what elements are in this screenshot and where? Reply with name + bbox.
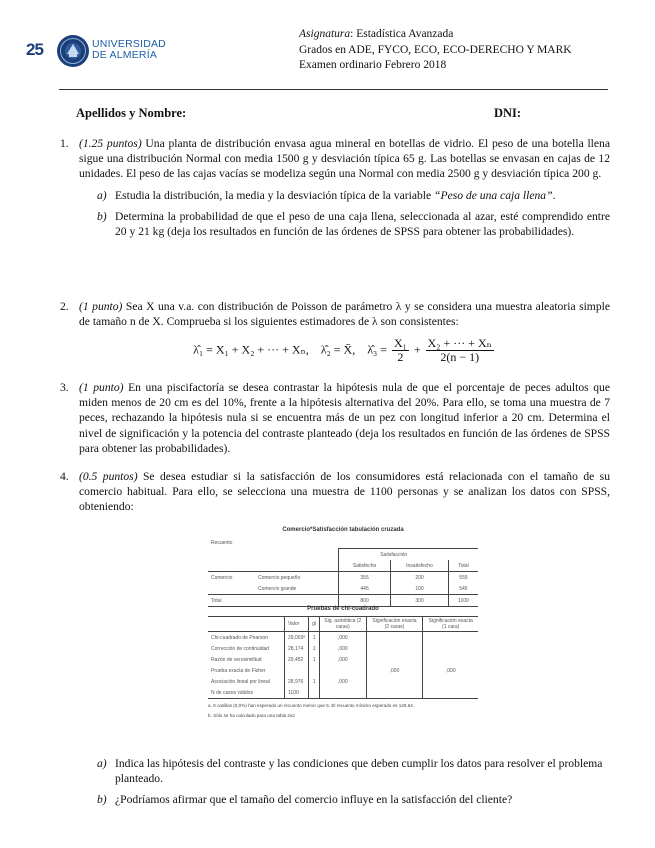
table-row: Comercio Comercio pequeño 355 200 555 [208, 572, 478, 584]
question-4a: a) Indica las hipótesis del contraste y las condiciones que deben cumplir los datos para resolver el problema planteado. [97, 757, 603, 786]
table-footnote-b: b. Sólo se ha calculado para una tabla 2x2 [208, 713, 295, 718]
university-seal-icon [56, 34, 90, 68]
table-row: Chi-cuadrado de Pearson 29,003ª 1 ,000 [208, 632, 478, 644]
exam-line: Examen ordinario Febrero 2018 [299, 59, 447, 71]
spss-chi-square: Pruebas de chi-cuadrado Valor gl Sig. asintótica (2 caras) Significación exacta (2 caras) Significación exacta (1 cara) Chi-cuadrado de Pearson 29,003ª 1 ,000 Corrección de continuidad 28,174 1 ,000 Razón de verosimilitud 29,452 1 ,000 Prueba exacta de Fisher ,000 ,000 Asociación lineal por lineal 28,976 1 ,000 N de casos válidos 1100 a. 0 casillas (0,0%) han esperado un recuento menor que 5. El recuento mínimo esperado es 148,64. b. Sólo se ha calculado para una tabla 2x2 [208, 606, 478, 719]
header-divider [59, 89, 608, 90]
table-row: Comercio grande 445 100 545 [208, 583, 478, 595]
university-name: UNIVERSIDAD DE ALMERÍA [92, 38, 166, 61]
dni-label: DNI: [494, 106, 522, 120]
question-4: 4. (0.5 puntos) Se desea estudiar si la satisfacción de los consumidores está relacionada con el tamaño de su comercio habitual. Para ello, se selecciona una muestra de 1100 personas y se analizan los datos con SPSS, obteniendo: [60, 470, 610, 514]
spss-crosstab: Comercio*Satisfacción tabulación cruzada Recuento Satisfacción Satisfecho Insatisfecho Total Comercio Comercio pequeño 355 200 555 Comercio grande 445 100 545 Total 800 300 1100 [208, 527, 478, 607]
question-2: 2. (1 punto) Sea X una v.a. con distribución de Poisson de parámetro λ y se considera una muestra aleatoria simple de tamaño n de X. Comprueba si los siguientes estimadores de λ son consistentes: λ̂₁ = X₁ + X₂ + ··· + Xₙ, λ̂₂ = X̄, λ̂₃ = $\frac{\text{X₁}}{2}$ + $\frac{\text{X₂ + ··· + Xₙ}}{2(n - 1)}$ [60, 300, 610, 365]
question-4b: b) ¿Podríamos afirmar que el tamaño del comercio influye en la satisfacción del cliente? [97, 793, 513, 807]
table-row: N de casos válidos 1100 [208, 687, 478, 699]
table-row: Corrección de continuidad 28,174 1 ,000 [208, 643, 478, 654]
question-3: 3. (1 punto) En una piscifactoría se desea contrastar la hipótesis nula de que el porcentaje de peces adultos que miden menos de 20 cm es del 10%, frente a la hipótesis alternativa del 20%. Para ello, se toma una muestra de 7 peces, rechazando la hipótesis nula si se encuentra más de un pez con longitud inferior a 20 cm. Determina el nivel de significación y la potencia del contraste planteado (deja los resultados en función de las órdenes de SPSS para obtener las probabilidades). [60, 381, 610, 455]
question-4-subparts [60, 756, 610, 808]
question-1a: a) Estudia la distribución, la media y la desviación típica de la variable “Peso de una caja llena”. [97, 188, 556, 202]
chi-square-table: Valor gl Sig. asintótica (2 caras) Significación exacta (2 caras) Significación exacta (1 cara) Chi-cuadrado de Pearson 29,003ª 1 ,000 Corrección de continuidad 28,174 1 ,000 Razón de verosimilitud 29,452 1 ,000 Prueba exacta de Fisher ,000 ,000 Asociación lineal por lineal 28,976 1 ,000 N de casos válidos 1100 [208, 616, 478, 699]
table-row: Razón de verosimilitud 29,452 1 ,000 [208, 654, 478, 665]
exam-header [299, 27, 572, 74]
degrees-line: Grados en ADE, FYCO, ECO, ECO-DERECHO Y MARK [299, 43, 572, 56]
logo-number: 25 [26, 40, 43, 59]
table-row: Prueba exacta de Fisher ,000 ,000 [208, 665, 478, 676]
question-1b: b) Determina la probabilidad de que el peso de una caja llena, seleccionada al azar, esté comprendido entre 20 y 21 kg (deja los resultados en función de las órdenes de SPSS para obtener las probabilidades). [97, 209, 610, 239]
university-logo [26, 34, 166, 70]
table-row: Asociación lineal por lineal 28,976 1 ,000 [208, 676, 478, 687]
name-label: Apellidos y Nombre: [76, 106, 187, 120]
question-1: 1. (1.25 puntos) Una planta de distribución envasa agua mineral en botellas de vidrio. El peso de una botella llena sigue una distribución Normal con media 1500 g y desviación típica 65 g. Las botellas se envasan en cajas de 12 unidades. El peso de las cajas vacías se modeliza según una Normal con media 2500 g y desviación típica 200 g. a) Estudia la distribución, la media y la desviación típica de la variable “Peso de una caja llena”. b) Determina la probabilidad de que el peso de una caja llena, seleccionada al azar, esté comprendido entre 20 y 21 kg (deja los resultados en función de las órdenes de SPSS para obtener las probabilidades). [60, 137, 610, 239]
crosstab-table: Recuento Satisfacción Satisfecho Insatisfecho Total Comercio Comercio pequeño 355 200 555 Comercio grande 445 100 545 Total 800 300 1100 [208, 537, 478, 607]
table-footnote-a: a. 0 casillas (0,0%) han esperado un recuento menor que 5. El recuento mínimo esperado es 148,64. [208, 703, 415, 708]
table-row: Total 800 300 1100 [208, 595, 478, 607]
subject-line: Asignatura: Estadística Avanzada [299, 28, 454, 40]
estimators-formula: λ̂₁ = X₁ + X₂ + ··· + Xₙ, λ̂₂ = X̄, λ̂₃ = $\frac{\text{X₁}}{2}$ + $\frac{\text{X₂ + ··· + Xₙ}}{2(n - 1)}$ [193, 336, 492, 365]
